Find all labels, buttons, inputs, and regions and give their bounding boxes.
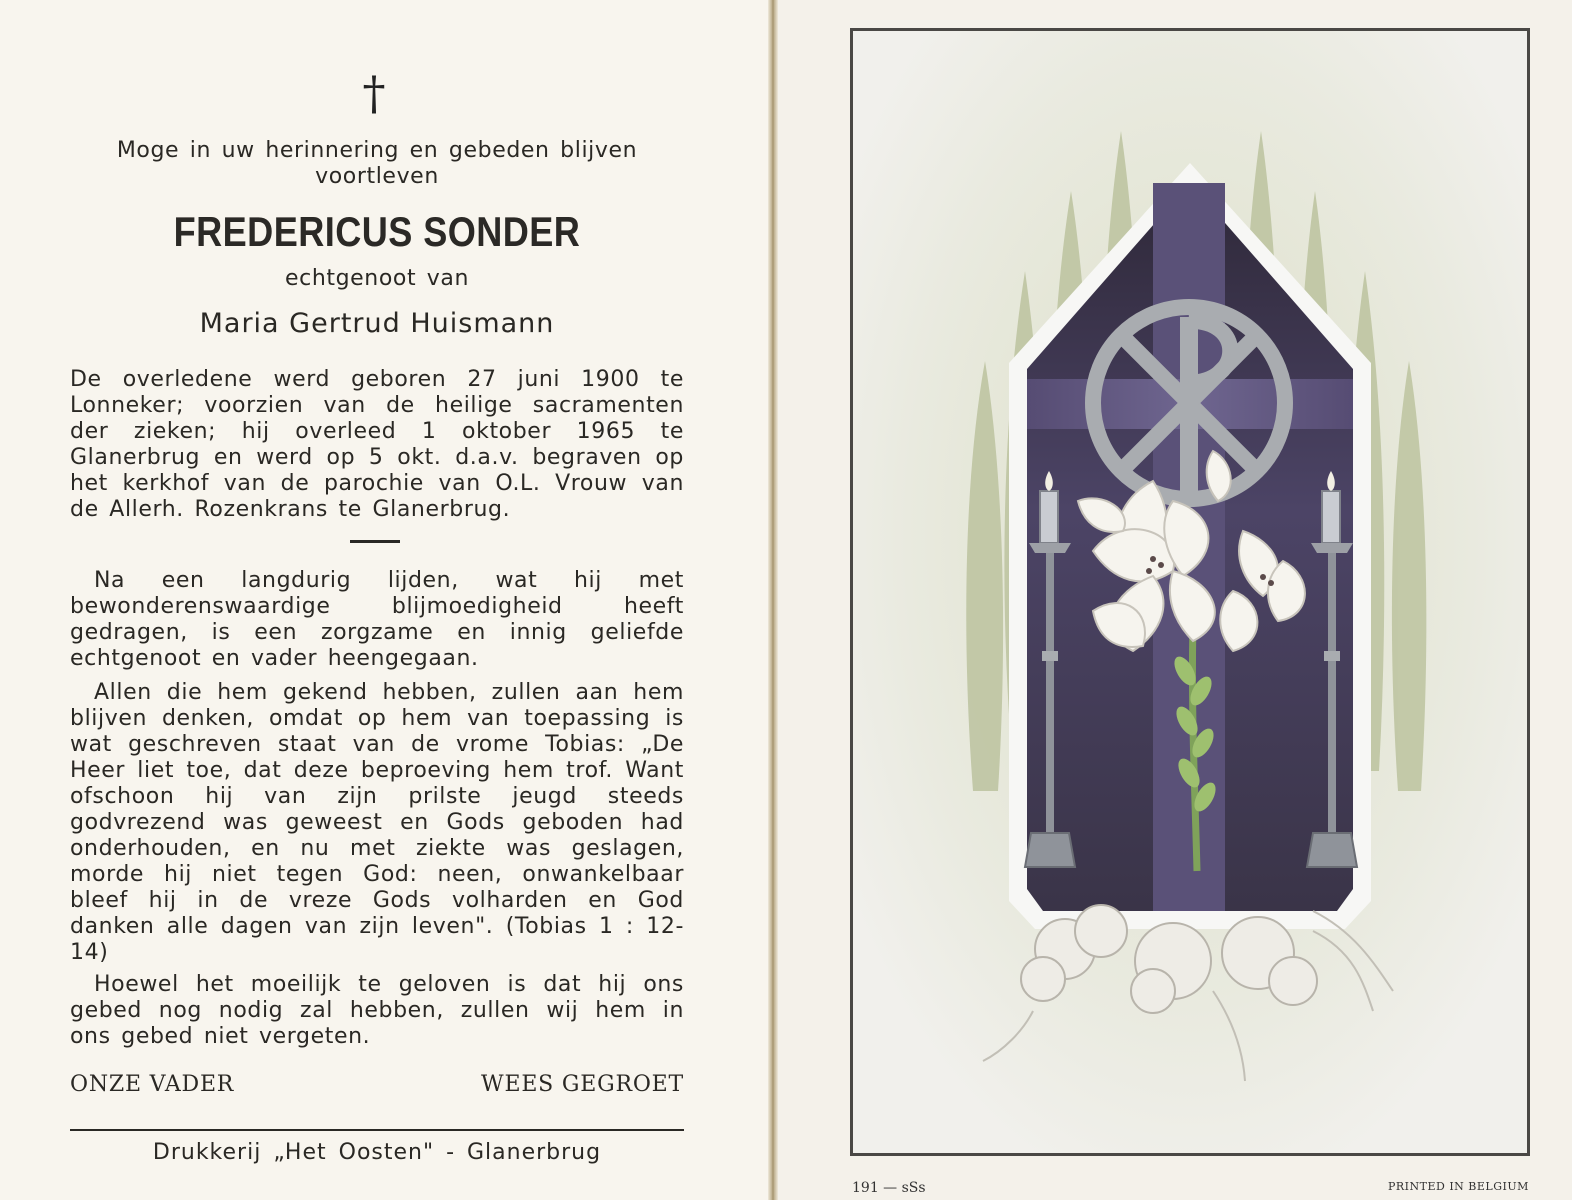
cross-icon: † xyxy=(362,66,386,120)
divider-short xyxy=(350,540,400,543)
card-fold xyxy=(768,0,778,1200)
paragraph-prayer-request: Hoewel het moeilijk te geloven is dat hij ons gebed nog nodig zal hebben, zullen wij hem in ons gebed niet vergeten. xyxy=(70,972,684,1049)
paragraph-suffering: Na een langdurig lijden, wat hij met bewonderenswaardige blijmoedigheid heeft gedragen, is een zorgzame en innig geliefde echtgenoot en vader heengegaan. xyxy=(70,568,684,671)
prayer-onze-vader: ONZE VADER xyxy=(70,1072,235,1097)
relation-text: echtgenoot van xyxy=(284,266,470,291)
intro-text: Moge in uw herinnering en gebeden blijven voortleven xyxy=(116,138,638,189)
left-card xyxy=(0,0,772,1200)
spouse-name: Maria Gertrud Huismann xyxy=(199,308,555,339)
printer-credit: Drukkerij „Het Oosten" - Glanerbrug xyxy=(152,1140,602,1165)
deceased-name: FREDERICUS SONDER xyxy=(173,208,581,255)
biography-text: De overledene werd geboren 27 juni 1900 te Lonneker; voorzien van de heilige sacramenten der zieken; hij overleed 1 oktober 1965 te Glanerbrug en werd op 5 okt. d.a.v. begraven op het kerkhof van de parochie van O.L. Vrouw van de Allerh. Rozenkrans te Glanerbrug. xyxy=(70,367,684,522)
prayers-row xyxy=(70,1072,684,1097)
printed-in-note: PRINTED IN BELGIUM xyxy=(1388,1180,1529,1193)
illustration-frame xyxy=(850,28,1530,1156)
card-code: 191 — sSs xyxy=(852,1180,926,1196)
prayer-wees-gegroet: WEES GEGROET xyxy=(481,1072,684,1097)
divider-long xyxy=(70,1129,684,1131)
paragraph-tobias: Allen die hem gekend hebben, zullen aan hem blijven denken, omdat op hem van toepassing is wat geschreven staat van de vrome Tobias: „De Heer liet toe, dat deze beproeving hem trof. Want ofschoon hij van zijn prilste jeugd steeds godvrezend was geweest en Gods geboden had onderhouden, en nu met ziekte was geslagen, morde hij niet tegen God: neen, onwankelbaar bleef hij in de vreze Gods volharden en God danken alle dagen van zijn leven". (Tobias 1 : 12-14) xyxy=(70,680,684,965)
chi-rho-lily-candles-illustration xyxy=(853,31,1527,1153)
